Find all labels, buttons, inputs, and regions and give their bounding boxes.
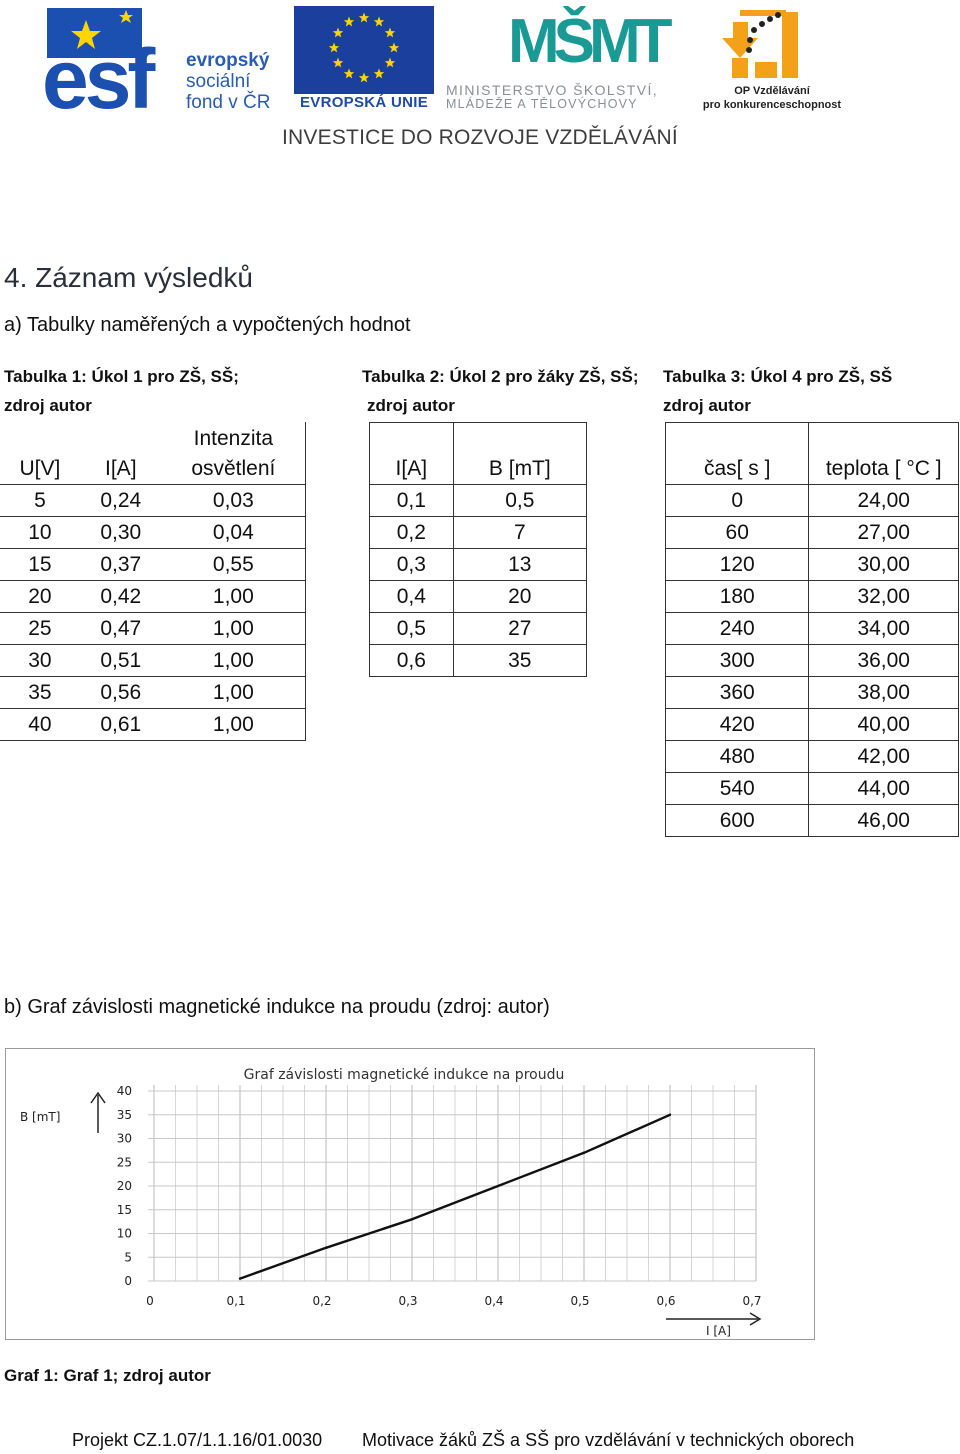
table3-header-cell: teplota [ °C ] xyxy=(809,423,959,485)
table1-cell: 1,00 xyxy=(162,676,306,708)
data-point xyxy=(411,1218,413,1220)
table1-cell: 0,51 xyxy=(80,644,162,676)
table1-cell: 5 xyxy=(0,484,80,516)
table3-cell: 40,00 xyxy=(809,709,959,741)
table2-cell: 0,5 xyxy=(370,613,454,645)
table2-cell: 0,4 xyxy=(370,581,454,613)
table3-row xyxy=(666,517,959,549)
table1-cell: 0,04 xyxy=(162,516,306,548)
y-tick-label: 35 xyxy=(116,1107,132,1122)
table1-row xyxy=(0,644,306,676)
table1-header-line: Intenzita xyxy=(193,426,274,450)
section-title: 4. Záznam výsledků xyxy=(4,262,253,293)
table1-cell: 40 xyxy=(0,708,80,740)
table1-cell: 0,47 xyxy=(80,612,162,644)
table3-body xyxy=(666,485,959,837)
table3-cell: 46,00 xyxy=(809,805,959,837)
table3-row xyxy=(666,677,959,709)
svg-text:MŠMT: MŠMT xyxy=(508,7,667,76)
y-tick-label: 15 xyxy=(116,1202,132,1217)
table3-cell: 60 xyxy=(666,517,809,549)
x-tick-label: 0,5 xyxy=(570,1294,590,1308)
table1-header-cell: U[V] xyxy=(0,422,80,484)
esf-letters: esf xyxy=(42,32,152,125)
table1 xyxy=(0,422,306,741)
table1-cell: 0,42 xyxy=(80,580,162,612)
chart xyxy=(6,1049,814,1339)
y-tick-label: 20 xyxy=(116,1179,132,1193)
table1-cell: 0,03 xyxy=(162,484,306,516)
table2-row xyxy=(370,549,587,581)
table1-cell: 20 xyxy=(0,580,80,612)
table1-cell: 0,24 xyxy=(80,484,162,516)
table2-row xyxy=(370,645,587,677)
table1-cell: 1,00 xyxy=(162,708,306,740)
x-tick-label: 0,7 xyxy=(742,1294,762,1308)
data-point xyxy=(497,1185,499,1187)
esf-line-3: fond v ČR xyxy=(186,92,271,113)
table1-cell: 1,00 xyxy=(162,612,306,644)
table3-cell: 34,00 xyxy=(809,613,959,645)
table1-cell: 1,00 xyxy=(162,644,306,676)
table1-cell: 0,56 xyxy=(80,676,162,708)
data-point xyxy=(583,1152,585,1154)
eu-flag xyxy=(294,6,434,94)
msmt-line-2: MLÁDEŽE A TĚLOVÝCHOVY xyxy=(446,97,638,111)
table3-row xyxy=(666,805,959,837)
table1-cell: 0,30 xyxy=(80,516,162,548)
graph-label: Graf 1: Graf 1; zdroj autor xyxy=(4,1366,211,1385)
table3-cell: 240 xyxy=(666,613,809,645)
table3-caption: Tabulka 3: Úkol 4 pro ZŠ, SŠ xyxy=(663,367,893,386)
table2-body xyxy=(370,485,587,677)
table3-cell: 540 xyxy=(666,773,809,805)
esf-logo xyxy=(42,8,156,125)
x-tick-label: 0,4 xyxy=(484,1294,504,1308)
investice-banner: INVESTICE DO ROZVOJE VZDĚLÁVÁNÍ xyxy=(282,126,678,149)
y-axis-label: B [mT] xyxy=(20,1110,61,1124)
table2-row xyxy=(370,517,587,549)
table2-row xyxy=(370,613,587,645)
eu-caption: EVROPSKÁ UNIE xyxy=(299,94,429,111)
table3-cell: 44,00 xyxy=(809,773,959,805)
op-caption xyxy=(694,84,850,112)
table3-cell: 32,00 xyxy=(809,581,959,613)
footer-project: Projekt CZ.1.07/1.1.16/01.0030 xyxy=(72,1430,323,1450)
x-axis-label: I [A] xyxy=(706,1324,731,1338)
data-point xyxy=(669,1114,671,1116)
table1-cell: 25 xyxy=(0,612,80,644)
table2 xyxy=(369,422,587,677)
y-tick-label: 0 xyxy=(124,1274,132,1288)
table2-header-cell: I[A] xyxy=(370,423,454,485)
table3-cell: 42,00 xyxy=(809,741,959,773)
table1-header-cell xyxy=(162,422,306,484)
table3-row xyxy=(666,485,959,517)
x-tick-label: 0,2 xyxy=(312,1294,332,1308)
op-line-2: pro konkurenceschopnost xyxy=(702,99,842,111)
table1-cell: 0,37 xyxy=(80,548,162,580)
table1-header-line: osvětlení xyxy=(191,456,276,480)
table1-row xyxy=(0,548,306,580)
table1-cell: 1,00 xyxy=(162,580,306,612)
table3-cell: 36,00 xyxy=(809,645,959,677)
table3-cell: 480 xyxy=(666,741,809,773)
table2-row xyxy=(370,581,587,613)
svg-text:2007-13: 2007-13 xyxy=(798,40,807,70)
table2-header-row xyxy=(370,423,587,485)
y-tick-label: 5 xyxy=(124,1250,132,1265)
footer-motto: Motivace žáků ZŠ a SŠ pro vzdělávání v technických oborech xyxy=(362,1430,855,1450)
table1-row xyxy=(0,708,306,740)
table1-row xyxy=(0,612,306,644)
table2-cell: 0,1 xyxy=(370,485,454,517)
table3-row xyxy=(666,613,959,645)
table3-cell: 420 xyxy=(666,709,809,741)
table3-cell: 24,00 xyxy=(809,485,959,517)
table1-row xyxy=(0,516,306,548)
table3-cell: 0 xyxy=(666,485,809,517)
table3-cell: 120 xyxy=(666,549,809,581)
table3-cell: 30,00 xyxy=(809,549,959,581)
table2-caption: Tabulka 2: Úkol 2 pro žáky ZŠ, SŠ; xyxy=(362,367,639,386)
table1-caption: Tabulka 1: Úkol 1 pro ZŠ, SŠ; xyxy=(4,367,239,386)
table3-cell: 180 xyxy=(666,581,809,613)
table2-cell: 27 xyxy=(453,613,586,645)
table1-row xyxy=(0,676,306,708)
table3-cell: 300 xyxy=(666,645,809,677)
table2-cell: 0,6 xyxy=(370,645,454,677)
table3-row xyxy=(666,645,959,677)
table3-header-row xyxy=(666,423,959,485)
data-point xyxy=(239,1277,241,1279)
msmt-logo xyxy=(508,7,673,76)
table3-row xyxy=(666,773,959,805)
table2-source: zdroj autor xyxy=(367,396,455,415)
table3-row xyxy=(666,581,959,613)
msmt-line-1: MINISTERSTVO ŠKOLSTVÍ, xyxy=(446,82,659,98)
esf-line-2: sociální xyxy=(186,71,251,92)
op-vzdelavani-logo xyxy=(722,10,807,78)
x-tick-label: 0,6 xyxy=(656,1294,676,1308)
x-tick-label: 0,3 xyxy=(398,1294,418,1308)
table3-header-cell: čas[ s ] xyxy=(666,423,809,485)
table1-cell: 10 xyxy=(0,516,80,548)
subtitle-tables: a) Tabulky naměřených a vypočtených hodnot xyxy=(4,314,411,336)
table3-cell: 600 xyxy=(666,805,809,837)
table2-cell: 0,5 xyxy=(453,485,586,517)
graph-section-caption: b) Graf závislosti magnetické indukce na proudu (zdroj: autor) xyxy=(4,996,550,1018)
table1-body xyxy=(0,484,306,740)
table2-cell: 0,2 xyxy=(370,517,454,549)
table1-header-cell: I[A] xyxy=(80,422,162,484)
op-line-1: OP Vzdělávání xyxy=(734,85,810,97)
table2-cell: 20 xyxy=(453,581,586,613)
table3-row xyxy=(666,741,959,773)
table3-cell: 27,00 xyxy=(809,517,959,549)
table3-cell: 38,00 xyxy=(809,677,959,709)
table3 xyxy=(665,422,959,837)
table1-source: zdroj autor xyxy=(4,396,92,415)
table3-row xyxy=(666,549,959,581)
esf-caption xyxy=(186,50,270,113)
table1-header-row xyxy=(0,422,306,484)
x-tick-label: 0 xyxy=(146,1294,154,1308)
table1-cell: 15 xyxy=(0,548,80,580)
table2-cell: 35 xyxy=(453,645,586,677)
header-logos xyxy=(0,0,960,160)
table1-row xyxy=(0,580,306,612)
table3-cell: 360 xyxy=(666,677,809,709)
y-tick-label: 40 xyxy=(116,1084,132,1098)
table1-row xyxy=(0,484,306,516)
table3-row xyxy=(666,709,959,741)
table2-cell: 0,3 xyxy=(370,549,454,581)
esf-line-1: evropský xyxy=(186,50,270,71)
table2-cell: 7 xyxy=(453,517,586,549)
table1-cell: 35 xyxy=(0,676,80,708)
y-tick-label: 30 xyxy=(116,1131,132,1146)
table1-cell: 0,61 xyxy=(80,708,162,740)
data-point xyxy=(325,1247,327,1249)
chart-title: Graf závislosti magnetické indukce na proudu xyxy=(243,1067,565,1083)
y-tick-label: 25 xyxy=(116,1155,132,1170)
x-tick-label: 0,1 xyxy=(226,1294,246,1308)
table1-cell: 30 xyxy=(0,644,80,676)
chart-frame xyxy=(5,1048,815,1340)
table2-header-cell: B [mT] xyxy=(453,423,586,485)
table1-cell: 0,55 xyxy=(162,548,306,580)
y-tick-label: 10 xyxy=(116,1226,132,1241)
table2-cell: 13 xyxy=(453,549,586,581)
table2-row xyxy=(370,485,587,517)
table3-source: zdroj autor xyxy=(663,396,751,415)
